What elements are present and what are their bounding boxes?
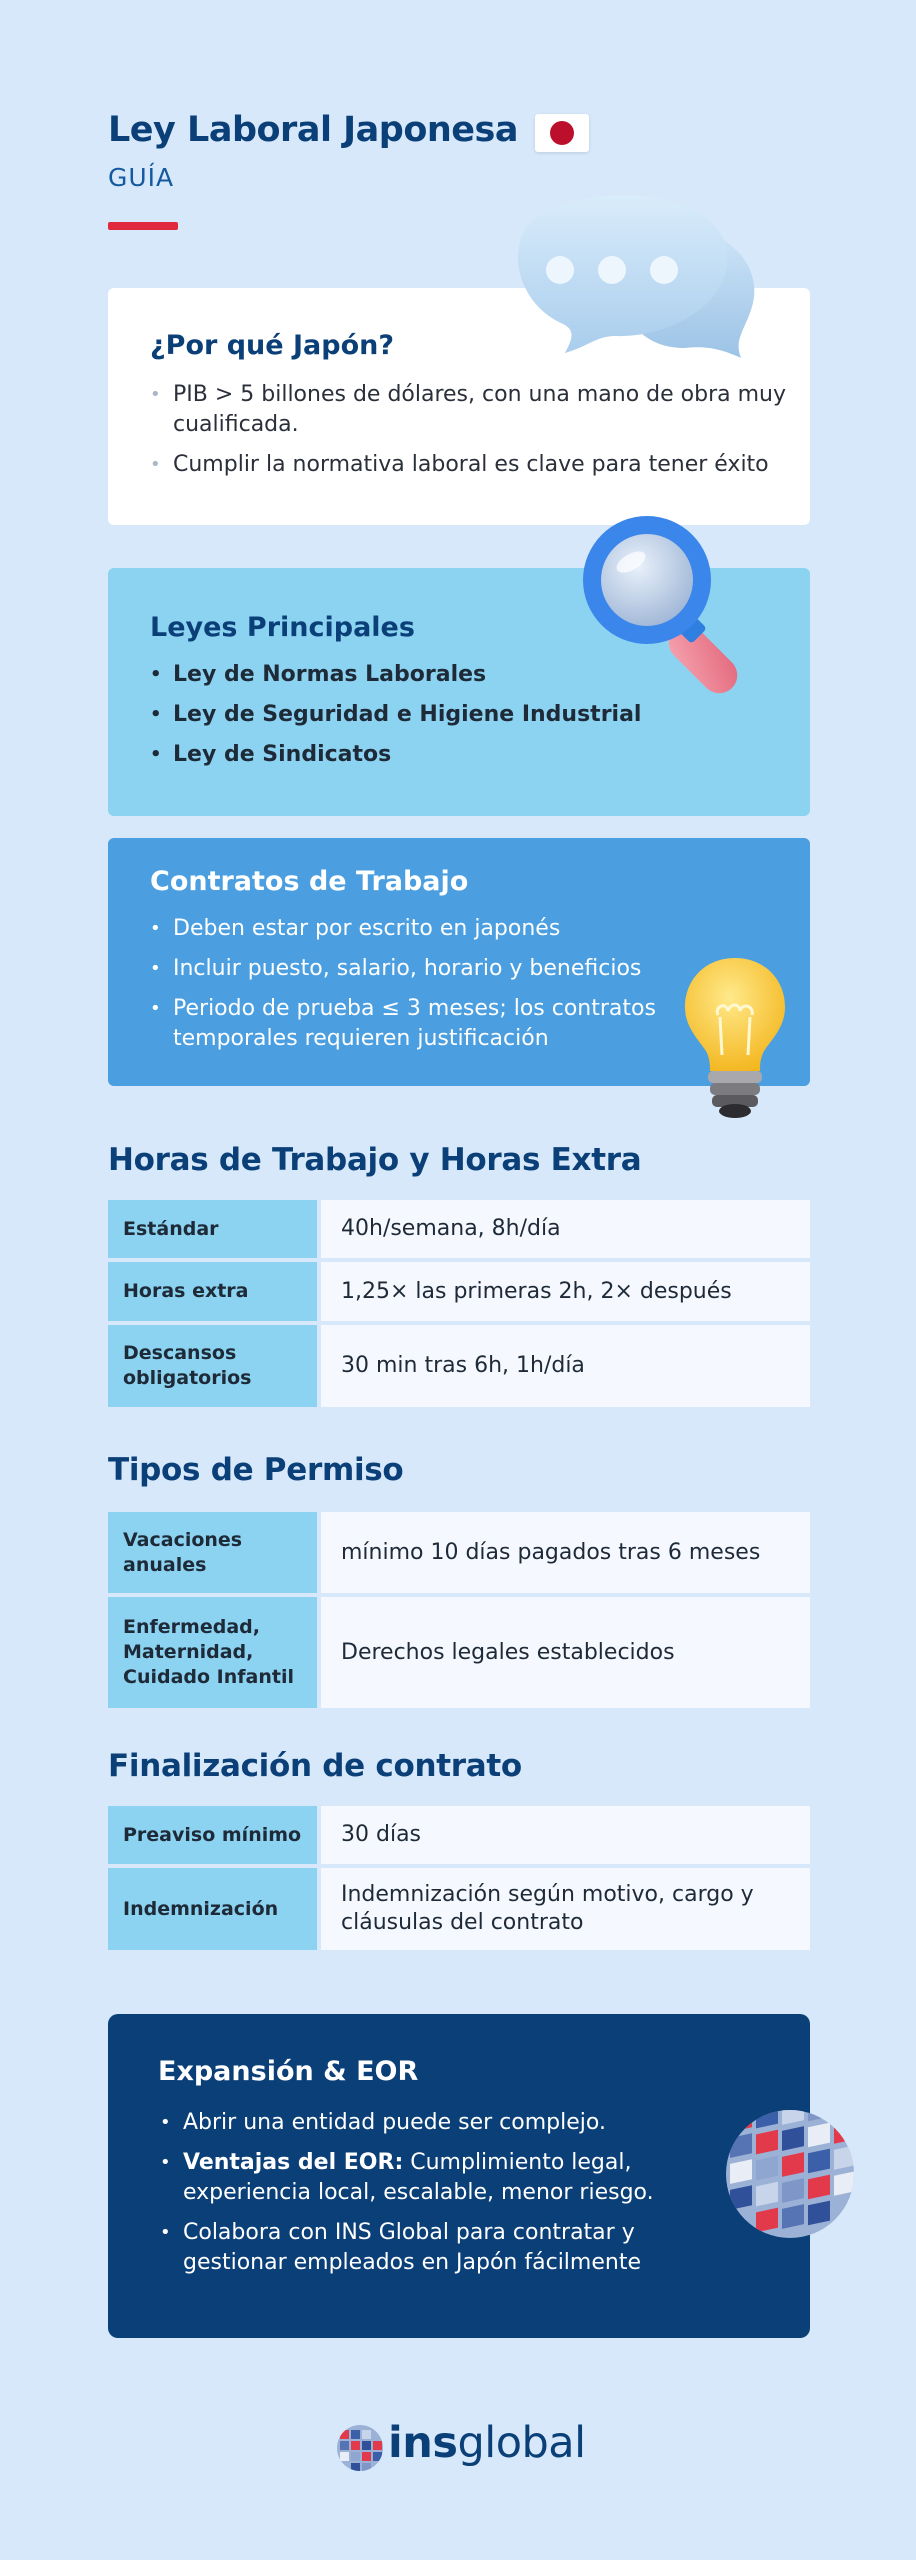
row-value: 30 min tras 6h, 1h/día — [321, 1325, 810, 1407]
table-row — [108, 1512, 810, 1593]
chat-bubbles-icon — [505, 188, 765, 363]
table-row — [108, 1200, 810, 1258]
why-japan-list — [148, 380, 788, 490]
eor-card — [108, 2014, 810, 2338]
main-laws-title: Leyes Principales — [150, 612, 415, 643]
row-label: Enfermedad, Maternidad, Cuidado Infantil — [108, 1597, 317, 1708]
ins-global-logo — [388, 2418, 586, 2468]
row-value: Derechos legales establecidos — [321, 1597, 810, 1708]
lightbulb-icon — [680, 955, 790, 1120]
list-item: • Cumplir la normativa laboral es clave para tener éxito — [148, 450, 788, 480]
globe-icon — [720, 2104, 860, 2244]
leave-table — [108, 1512, 810, 1712]
list-item: • PIB > 5 billones de dólares, con una mano de obra muy cualificada. — [148, 380, 788, 440]
list-item: • Deben estar por escrito en japonés — [148, 914, 678, 944]
page-subtitle: GUÍA — [108, 163, 175, 192]
logo-text-bold: ins — [388, 2418, 458, 2468]
eor-advantages-label: Ventajas del EOR: — [183, 2150, 404, 2175]
termination-table — [108, 1806, 810, 1954]
table-row — [108, 1806, 810, 1864]
list-item: • Abrir una entidad puede ser complejo. — [158, 2108, 678, 2138]
row-value: 1,25× las primeras 2h, 2× después — [321, 1262, 810, 1321]
eor-list — [158, 2108, 678, 2288]
contracts-list — [148, 914, 678, 1064]
table-row — [108, 1262, 810, 1321]
leave-title: Tipos de Permiso — [108, 1452, 404, 1488]
eor-title: Expansión & EOR — [158, 2056, 419, 2087]
row-label: Indemnización — [108, 1868, 317, 1950]
ins-global-logo-icon — [336, 2424, 384, 2472]
table-row — [108, 1597, 810, 1708]
list-item: • Colabora con INS Global para contratar y gestionar empleados en Japón fácilmente — [158, 2218, 678, 2278]
why-japan-title: ¿Por qué Japón? — [150, 330, 395, 361]
hours-title: Horas de Trabajo y Horas Extra — [108, 1142, 642, 1178]
contracts-title: Contratos de Trabajo — [150, 866, 469, 897]
table-row — [108, 1868, 810, 1950]
magnifier-icon — [575, 510, 775, 700]
row-label: Estándar — [108, 1200, 317, 1258]
termination-title: Finalización de contrato — [108, 1748, 522, 1784]
logo-text-light: global — [457, 2418, 586, 2468]
japan-flag-icon — [535, 114, 589, 152]
table-row — [108, 1325, 810, 1407]
row-value: mínimo 10 días pagados tras 6 meses — [321, 1512, 810, 1593]
hours-table — [108, 1200, 810, 1411]
row-value: 30 días — [321, 1806, 810, 1864]
row-label: Descansos obligatorios — [108, 1325, 317, 1407]
row-label: Horas extra — [108, 1262, 317, 1321]
row-label: Preaviso mínimo — [108, 1806, 317, 1864]
list-item: • Ley de Seguridad e Higiene Industrial — [148, 700, 768, 730]
list-item: • Ley de Normas Laborales — [148, 660, 768, 690]
eor-advantages-text: Cumplimiento legal, experiencia local, escalable, menor riesgo. — [183, 2150, 654, 2205]
row-label: Vacaciones anuales — [108, 1512, 317, 1593]
list-item: • Ley de Sindicatos — [148, 740, 768, 770]
title-underline — [108, 222, 178, 230]
list-item: • Periodo de prueba ≤ 3 meses; los contratos temporales requieren justificación — [148, 994, 678, 1054]
list-item: • Incluir puesto, salario, horario y beneficios — [148, 954, 678, 984]
row-value: 40h/semana, 8h/día — [321, 1200, 810, 1258]
page-title: Ley Laboral Japonesa — [108, 110, 518, 150]
row-value: Indemnización según motivo, cargo y cláusulas del contrato — [321, 1868, 810, 1950]
list-item — [158, 2148, 678, 2208]
